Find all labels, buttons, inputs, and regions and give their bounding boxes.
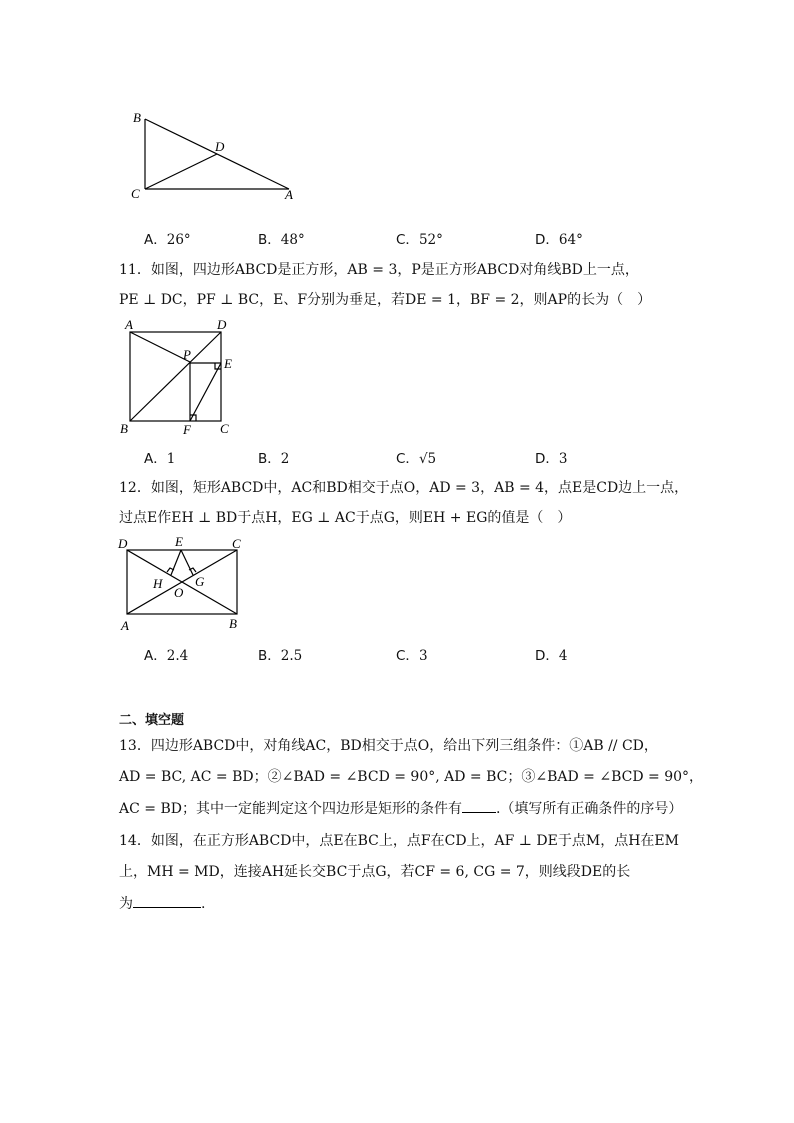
q12-option-c[interactable]: C．3 <box>396 648 428 664</box>
q11-option-a[interactable]: A．1 <box>144 451 176 467</box>
q11-option-b[interactable]: B．2 <box>258 451 290 467</box>
section-title-fill-in: 二、填空题 <box>119 713 185 728</box>
segment-eh <box>171 550 181 575</box>
label-f: F <box>183 422 191 437</box>
label-b: B <box>229 616 237 631</box>
q12-option-b[interactable]: B．2.5 <box>258 648 303 664</box>
figure-q10-triangle <box>125 105 305 205</box>
label-b: B <box>120 421 128 436</box>
q13-line3-end: .（填写所有正确条件的序号） <box>495 801 683 817</box>
label-o: O <box>174 585 184 600</box>
label-a: A <box>285 187 293 202</box>
q11-option-d[interactable]: D．3 <box>535 451 568 467</box>
q13-line3-text: AC = BD；其中一定能判定这个四边形是矩形的条件有 <box>119 801 462 817</box>
diagonal-bd <box>130 332 221 421</box>
label-a: A <box>121 618 129 633</box>
label-d: D <box>118 536 128 551</box>
q13-text-line1: 13．四边形ABCD中，对角线AC，BD相交于点O，给出下列三组条件：①AB // CD， <box>119 738 658 754</box>
q14-text-line1: 14．如图，在正方形ABCD中，点E在BC上，点F在CD上，AF ⊥ DE于点M，点H在EM <box>119 833 679 849</box>
q12-text-line2: 过点E作EH ⊥ BD于点H，EG ⊥ AC于点G，则EH + EG的值是（ ） <box>119 510 572 526</box>
segment-ef <box>190 363 221 421</box>
label-e: E <box>175 534 183 549</box>
label-b: B <box>133 110 141 125</box>
q10-option-c[interactable]: C．52° <box>396 232 443 248</box>
q14-answer-blank[interactable] <box>133 893 201 908</box>
q10-option-d[interactable]: D．64° <box>535 232 583 248</box>
q13-text-line2: AD = BC, AC = BD；②∠BAD = ∠BCD = 90°, AD = BC；③∠BAD = ∠BCD = 90°， <box>119 769 704 785</box>
segment-eg <box>181 550 193 575</box>
label-c: C <box>131 186 140 201</box>
q14-line3-end: . <box>201 896 206 912</box>
q12-text-line1: 12．如图，矩形ABCD中，AC和BD相交于点O，AD = 3，AB = 4，点E是CD边上一点， <box>119 480 689 496</box>
label-g: G <box>195 574 205 589</box>
segment-ap <box>130 332 190 362</box>
label-h: H <box>153 576 163 591</box>
q14-text-line2: 上，MH = MD，连接AH延长交BC于点G，若CF = 6, CG = 7，则线段DE的长 <box>119 864 631 880</box>
label-c: C <box>220 421 229 436</box>
q12-option-d[interactable]: D．4 <box>535 648 568 664</box>
q11-text-line1: 11．如图，四边形ABCD是正方形，AB = 3，P是正方形ABCD对角线BD上一点， <box>119 262 639 278</box>
label-p: P <box>183 347 191 362</box>
label-c: C <box>232 536 241 551</box>
q10-option-b[interactable]: B．48° <box>258 232 305 248</box>
q13-answer-blank[interactable] <box>462 798 496 813</box>
q12-option-a[interactable]: A．2.4 <box>144 648 189 664</box>
q11-option-c[interactable]: C．√5 <box>396 451 437 467</box>
label-d: D <box>215 139 225 154</box>
label-d: D <box>217 317 227 332</box>
figure-q11-square <box>115 315 245 440</box>
segment-cd <box>145 154 217 189</box>
q11-text-line2: PE ⊥ DC，PF ⊥ BC，E、F分别为垂足，若DE = 1，BF = 2，则AP的长为（ ） <box>119 292 652 308</box>
q14-line3-text: 为 <box>119 896 133 912</box>
q10-option-a[interactable]: A．26° <box>144 232 191 248</box>
q13-text-line3 <box>119 798 682 819</box>
label-e: E <box>224 356 232 371</box>
q14-text-line3 <box>119 893 205 914</box>
figure-q12-rectangle <box>115 533 255 635</box>
label-a: A <box>125 317 133 332</box>
